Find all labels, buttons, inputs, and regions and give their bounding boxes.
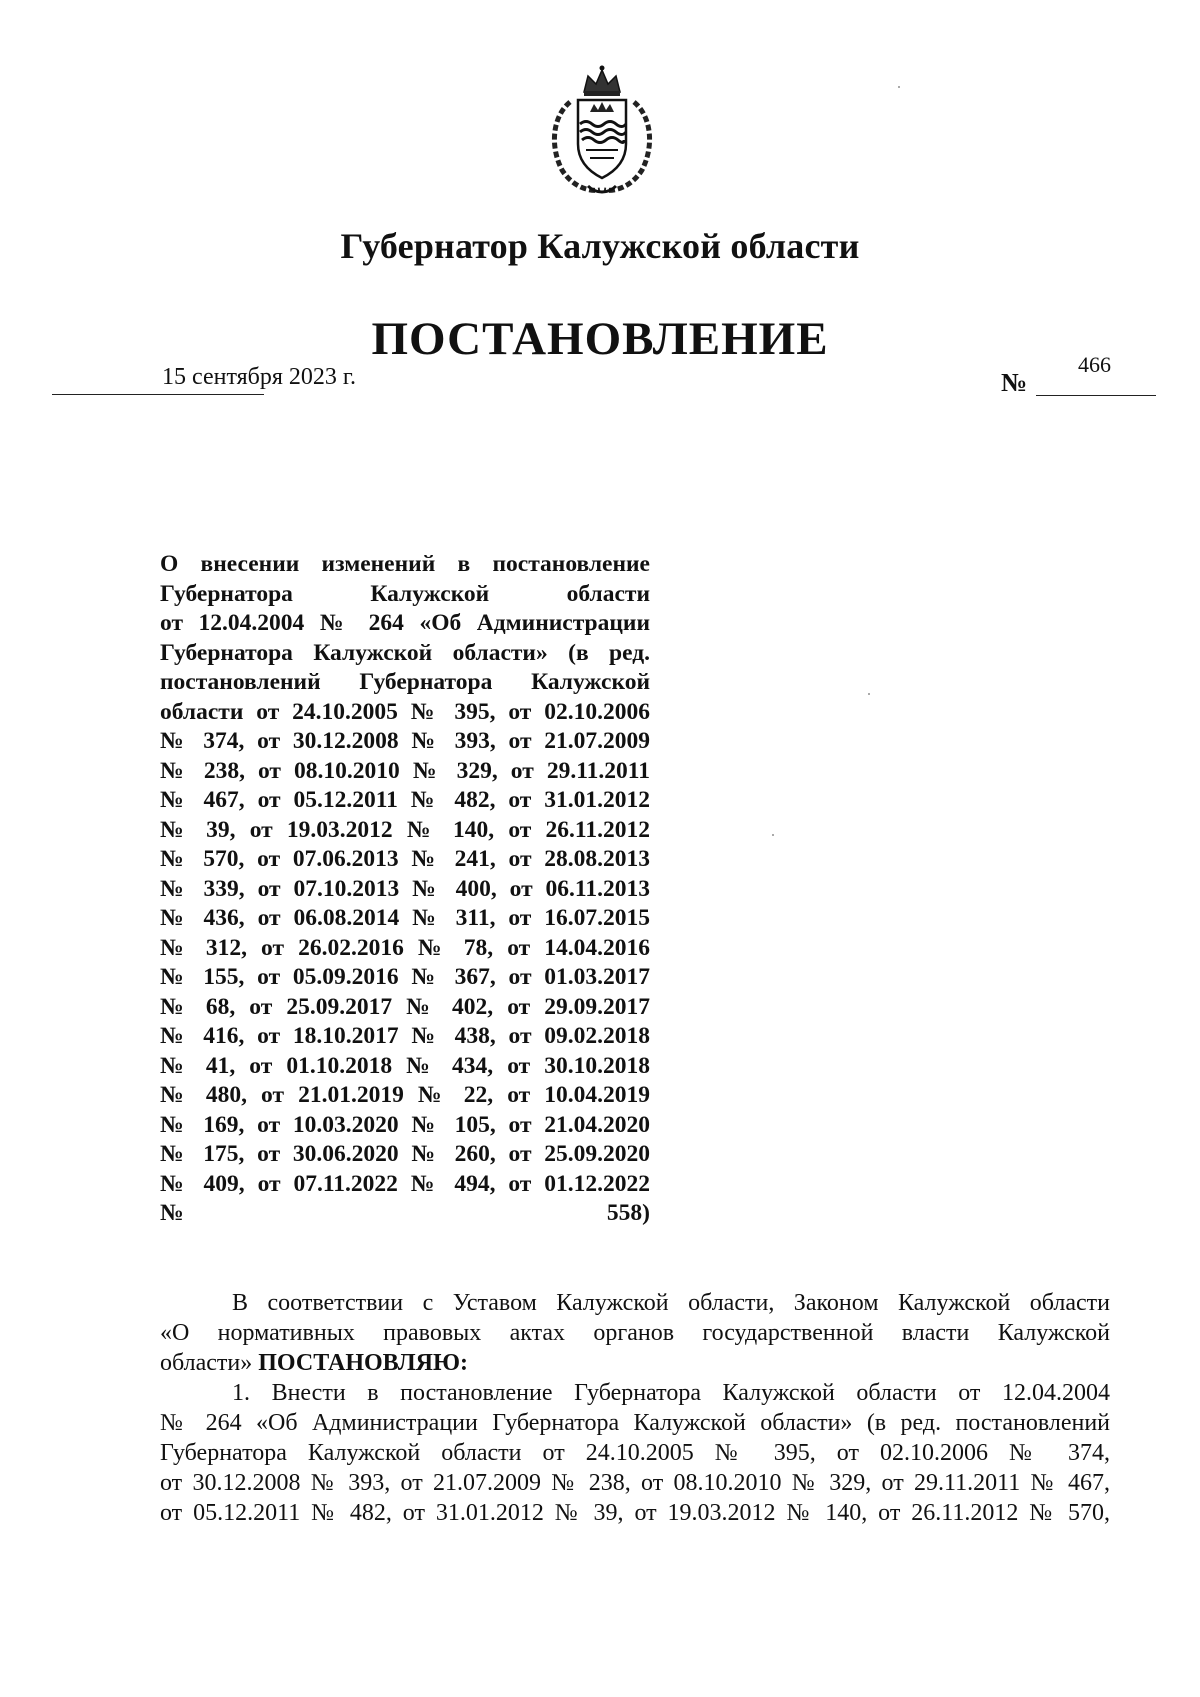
number-label: №: [1001, 368, 1028, 397]
subject-line: О внесении изменений в постановление: [160, 551, 650, 577]
subject-line: № 339, от 07.10.2013 № 400, от 06.11.2013: [160, 875, 650, 902]
date-underline: [52, 394, 264, 395]
subject-line: № 436, от 06.08.2014 № 311, от 16.07.2015: [160, 905, 650, 931]
coat-of-arms-emblem: [540, 62, 664, 196]
subject-line: № 467, от 05.12.2011 № 482, от 31.01.2012: [160, 787, 650, 813]
document-body: [160, 1288, 1110, 1528]
item-1-line: 1. Внести в постановление Губернатора Калужской области от 12.04.2004: [232, 1380, 1110, 1406]
document-subject: [160, 550, 650, 1229]
preamble-line: области»: [160, 1350, 253, 1376]
preamble-line: В соответствии с Уставом Калужской области, Законом Калужской области: [232, 1290, 1110, 1316]
item-1-line: от 05.12.2011 № 482, от 31.01.2012 № 39, от 19.03.2012 № 140, от 26.11.2012 № 570,: [160, 1500, 1110, 1526]
subject-line: № 570, от 07.06.2013 № 241, от 28.08.2013: [160, 846, 650, 872]
number-underline: [1036, 395, 1156, 396]
document-number: 466: [1078, 352, 1111, 377]
subject-line: № 41, от 01.10.2018 № 434, от 30.10.2018: [160, 1052, 650, 1079]
subject-line: № 238, от 08.10.2010 № 329, от 29.11.2011: [160, 757, 650, 784]
scan-speck: [772, 834, 774, 836]
subject-line: № 312, от 26.02.2016 № 78, от 14.04.2016: [160, 934, 650, 961]
decree-word: ПОСТАНОВЛЯЮ:: [258, 1350, 468, 1376]
subject-line: постановлений Губернатора Калужской: [160, 669, 650, 695]
item-1-line: № 264 «Об Администрации Губернатора Калужской области» (в ред. постановлений: [160, 1410, 1110, 1436]
document-type-title: ПОСТАНОВЛЕНИЕ: [371, 313, 829, 365]
subject-line: от 12.04.2004 № 264 «Об Администрации: [160, 610, 650, 636]
scan-speck: [898, 86, 900, 88]
preamble-closing: [160, 1348, 1110, 1378]
item-1-line: Губернатора Калужской области от 24.10.2005 № 395, от 02.10.2006 № 374,: [160, 1440, 1110, 1466]
subject-line: № 409, от 07.11.2022 № 494, от 01.12.2022: [160, 1170, 650, 1197]
subject-line: № 155, от 05.09.2016 № 367, от 01.03.2017: [160, 964, 650, 990]
subject-line: № 169, от 10.03.2020 № 105, от 21.04.2020: [160, 1111, 650, 1138]
subject-line: № 416, от 18.10.2017 № 438, от 09.02.2018: [160, 1023, 650, 1049]
subject-line: № 39, от 19.03.2012 № 140, от 26.11.2012: [160, 816, 650, 843]
item-1-line: от 30.12.2008 № 393, от 21.07.2009 № 238, от 08.10.2010 № 329, от 29.11.2011 № 467,: [160, 1470, 1110, 1496]
issuing-authority: Губернатор Калужской области: [340, 226, 860, 266]
subject-line: № 175, от 30.06.2020 № 260, от 25.09.2020: [160, 1141, 650, 1167]
subject-line: № 68, от 25.09.2017 № 402, от 29.09.2017: [160, 993, 650, 1020]
subject-line: № 374, от 30.12.2008 № 393, от 21.07.2009: [160, 728, 650, 754]
subject-line: Губернатора Калужской области: [160, 580, 650, 607]
subject-line: области от 24.10.2005 № 395, от 02.10.2006: [160, 698, 650, 725]
subject-line: № 480, от 21.01.2019 № 22, от 10.04.2019: [160, 1082, 650, 1108]
document-date: 15 сентября 2023 г.: [162, 364, 357, 390]
preamble-line: «О нормативных правовых актах органов государственной власти Калужской: [160, 1320, 1110, 1346]
subject-line: Губернатора Калужской области» (в ред.: [160, 639, 650, 666]
scan-speck: [868, 693, 870, 695]
subject-line: № 558): [160, 1200, 650, 1226]
